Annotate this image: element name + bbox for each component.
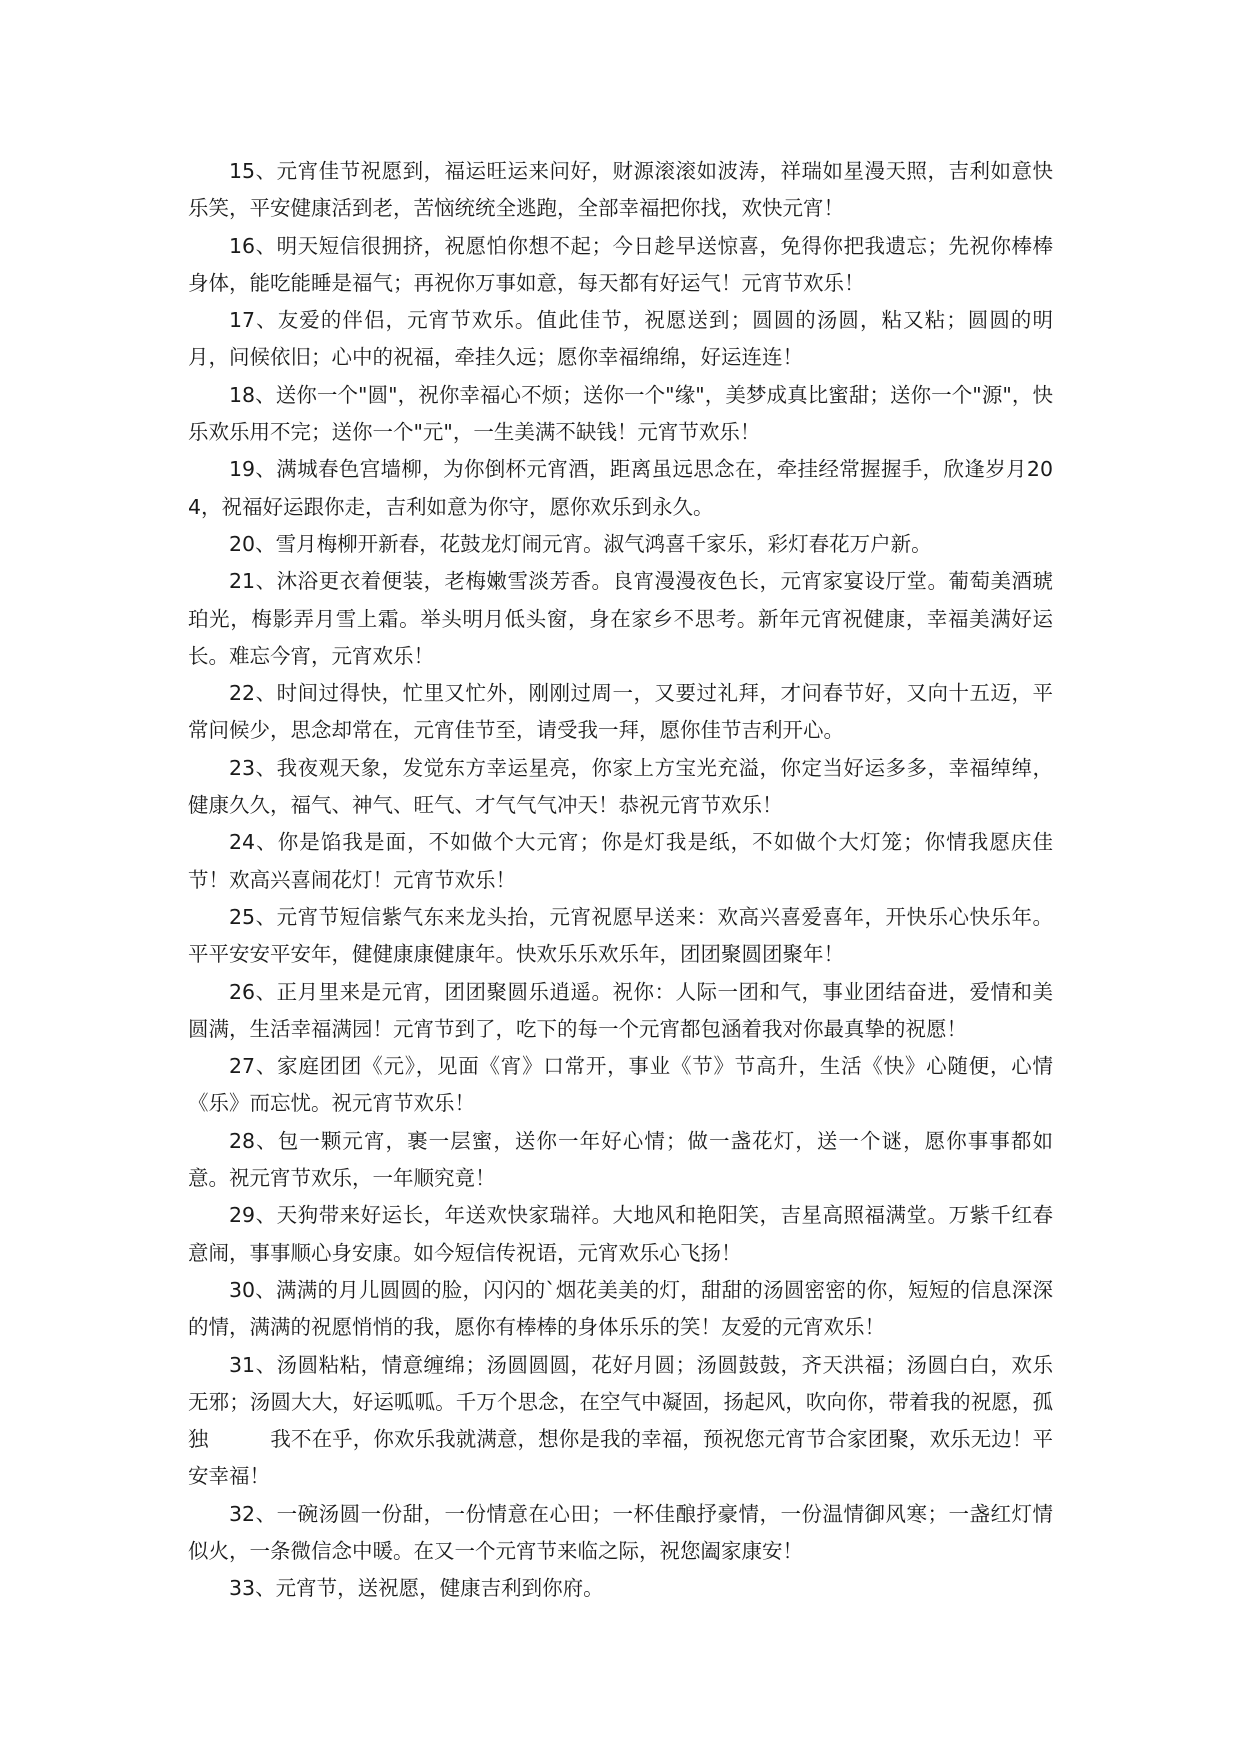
paragraph-24: 24、你是馅我是面，不如做个大元宵；你是灯我是纸，不如做个大灯笼；你情我愿庆佳节！欢高兴喜闹花灯！元宵节欢乐！ [188, 830, 1053, 892]
paragraph-23: 23、我夜观天象，发觉东方幸运星亮，你家上方宝光充溢，你定当好运多多，幸福绰绰，健康久久，福气、神气、旺气、才气气气冲天！恭祝元宵节欢乐！ [188, 755, 1053, 818]
paragraph-15: 15、元宵佳节祝愿到，福运旺运来问好，财源滚滚如波涛，祥瑞如星漫天照，吉利如意快乐笑，平安健康活到老，苦恼统统全逃跑，全部幸福把你找，欢快元宵！ [188, 159, 1053, 221]
paragraph-30: 30、满满的月儿圆圆的脸，闪闪的`烟花美美的灯，甜甜的汤圆密密的你，短短的信息深深的情，满满的祝愿悄悄的我，愿你有棒棒的身体乐乐的笑！友爱的元宵欢乐！ [188, 1277, 1053, 1340]
paragraph-26: 26、正月里来是元宵，团团聚圆乐逍遥。祝你：人际一团和气，事业团结奋进，爱情和美圆满，生活幸福满园！元宵节到了，吃下的每一个元宵都包涵着我对你最真挚的祝愿！ [188, 979, 1053, 1041]
paragraph-16: 16、明天短信很拥挤，祝愿怕你想不起；今日趁早送惊喜，免得你把我遗忘；先祝你棒棒身体，能吃能睡是福气；再祝你万事如意，每天都有好运气！元宵节欢乐！ [188, 233, 1053, 295]
document-body [188, 153, 1053, 1608]
paragraph-31: 31、汤圆粘粘，情意缠绵；汤圆圆圆，花好月圆；汤圆鼓鼓，齐天洪福；汤圆白白，欢乐无邪；汤圆大大，好运呱呱。千万个思念，在空气中凝固，扬起风，吹向你，带着我的祝愿，孤独 我不在乎，你欢乐我就满意，想你是我的幸福，预祝您元宵节合家团聚，欢乐无边！平安幸福！ [188, 1352, 1053, 1489]
paragraph-21: 21、沐浴更衣着便装，老梅嫩雪淡芳香。良宵漫漫夜色长，元宵家宴设厅堂。葡萄美酒琥珀光，梅影弄月雪上霜。举头明月低头窗，身在家乡不思考。新年元宵祝健康，幸福美满好运长。难忘今宵，元宵欢乐！ [188, 569, 1053, 668]
paragraph-19: 19、满城春色宫墙柳，为你倒杯元宵酒，距离虽远思念在，牵挂经常握握手，欣逢岁月204，祝福好运跟你走，吉利如意为你守，愿你欢乐到永久。 [188, 457, 1053, 519]
paragraph-22: 22、时间过得快，忙里又忙外，刚刚过周一，又要过礼拜，才问春节好，又向十五迈，平常问候少，思念却常在，元宵佳节至，请受我一拜，愿你佳节吉利开心。 [188, 681, 1053, 743]
paragraph-18: 18、送你一个"圆"，祝你幸福心不烦；送你一个"缘"，美梦成真比蜜甜；送你一个"源"，快乐欢乐用不完；送你一个"元"，一生美满不缺钱！元宵节欢乐！ [188, 382, 1053, 445]
paragraph-29: 29、天狗带来好运长，年送欢快家瑞祥。大地风和艳阳笑，吉星高照福满堂。万紫千红春意闹，事事顺心身安康。如今短信传祝语，元宵欢乐心飞扬！ [188, 1203, 1053, 1265]
paragraph-27: 27、家庭团团《元》，见面《宵》口常开，事业《节》节高升，生活《快》心随便，心情《乐》而忘忧。祝元宵节欢乐！ [188, 1054, 1053, 1116]
paragraph-17: 17、友爱的伴侣，元宵节欢乐。值此佳节，祝愿送到；圆圆的汤圆，粘又粘；圆圆的明月，问候依旧；心中的祝福，牵挂久远；愿你幸福绵绵，好运连连！ [188, 308, 1053, 370]
paragraph-32: 32、一碗汤圆一份甜，一份情意在心田；一杯佳酿抒豪情，一份温情御风寒；一盏红灯情似火，一条微信念中暖。在又一个元宵节来临之际，祝您阖家康安！ [188, 1501, 1053, 1563]
paragraph-25: 25、元宵节短信紫气东来龙头抬，元宵祝愿早送来：欢高兴喜爱喜年，开快乐心快乐年。平平安安平安年，健健康康健康年。快欢乐乐欢乐年，团团聚圆团聚年！ [188, 904, 1053, 967]
paragraph-33: 33、元宵节，送祝愿，健康吉利到你府。 [229, 1576, 604, 1601]
paragraph-28: 28、包一颗元宵，裹一层蜜，送你一年好心情；做一盏花灯，送一个谜，愿你事事都如意。祝元宵节欢乐，一年顺究竟！ [188, 1128, 1053, 1191]
paragraph-20: 20、雪月梅柳开新春，花鼓龙灯闹元宵。淑气鸿喜千家乐，彩灯春花万户新。 [229, 531, 932, 556]
